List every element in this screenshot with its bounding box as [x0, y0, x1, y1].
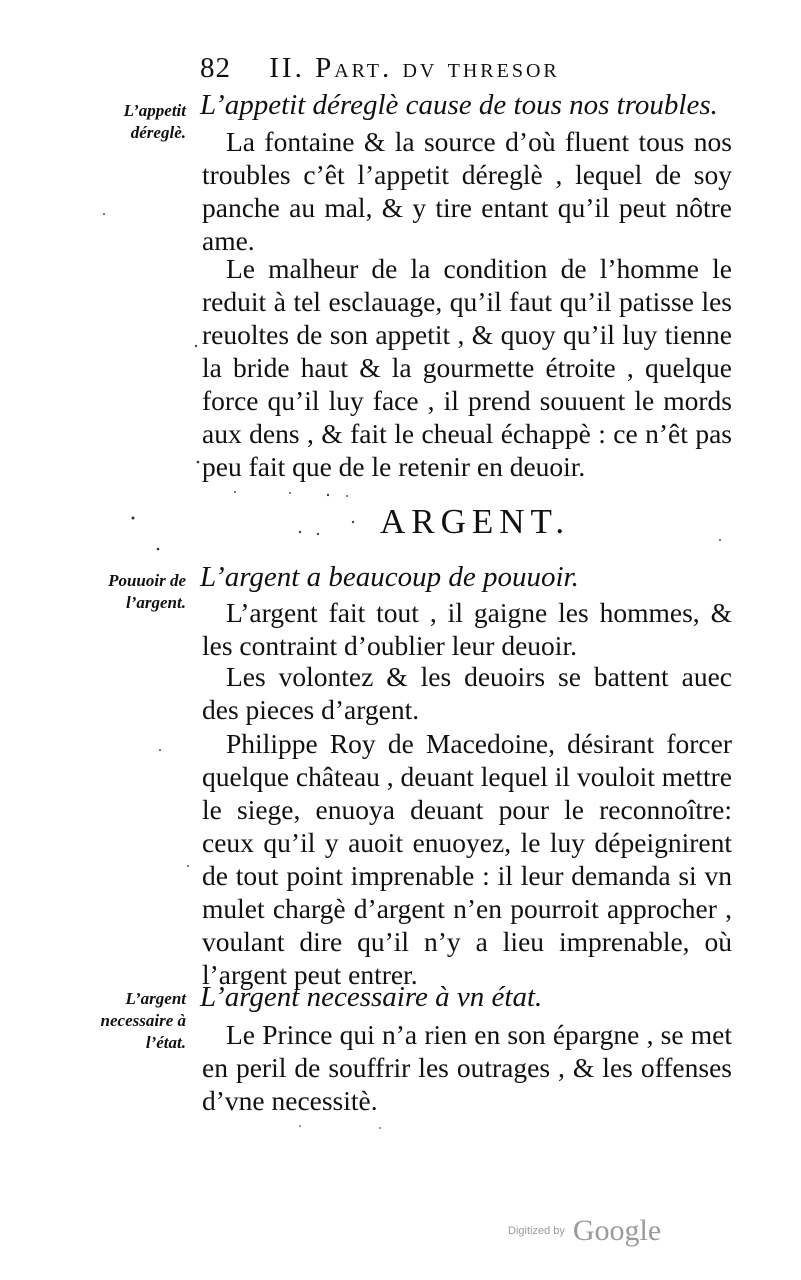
running-title: II. Part. dv thresor: [269, 52, 560, 84]
watermark-prefix: Digitized by: [508, 1225, 565, 1237]
section-subtitle: L’appetit déreglè cause de tous nos troubles.: [200, 89, 718, 121]
margin-note: Pouuoir de l’argent.: [108, 571, 186, 612]
paragraph: L’argent fait tout , il gaigne les hommes, & les contraint d’oublier leur deuoir.: [202, 597, 732, 661]
paragraph: Les volontez & les deuoirs se battent auec des pieces d’argent.: [202, 661, 732, 725]
paragraph: La fontaine & la source d’où fluent tous nos troubles c’êt l’appetit déreglè , lequel de soy panche au mal, & y tire entant qu’il peut nôtre ame.: [202, 126, 732, 256]
digitization-watermark: [508, 1214, 661, 1248]
paragraph: Le Prince qui n’a rien en son épargne , se met en peril de souffrir les outrages , & les offenses d’vne necessitè.: [202, 1019, 732, 1116]
paragraph: Le malheur de la condition de l’homme le reduit à tel esclauage, qu’il faut qu’il patisse les reuoltes de son appetit , & quoy qu’il luy tienne la bride haut & la gourmette étroite , quelque force qu’il luy face , il prend souuent le mords aux dens , & fait le cheual échappè : ce n’êt pas peu fait que de le retenir en deuoir.: [202, 253, 732, 482]
section-subtitle: L’argent a beaucoup de pouuoir.: [200, 561, 579, 593]
page-number: 82: [200, 52, 231, 84]
margin-note: L’appetit déreglè.: [123, 101, 186, 142]
watermark-brand: Google: [572, 1214, 662, 1247]
section-heading: ARGENT.: [380, 502, 571, 541]
section-subtitle: L’argent necessaire à vn état.: [200, 981, 543, 1013]
margin-note: L’argent necessaire à l’état.: [100, 989, 186, 1052]
paragraph: Philippe Roy de Macedoine, désirant forcer quelque château , deuant lequel il vouloit mettre le siege, enuoya deuant pour le reconnoître: ceux qu’il y auoit enuoyez, le luy dépeignirent de tout point imprenable : il leur demanda si vn mulet chargè d’argent n’en pourroit approcher , voulant dire qu’il n’y a lieu imprenable, où l’argent peut entrer.: [202, 728, 732, 990]
